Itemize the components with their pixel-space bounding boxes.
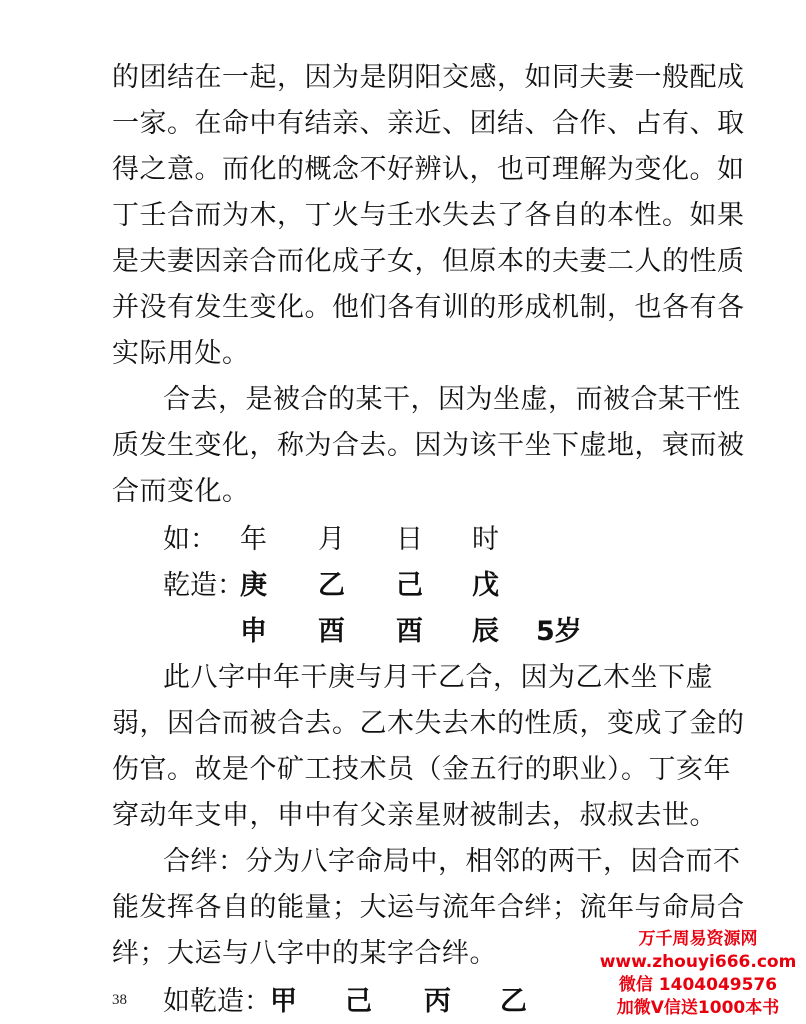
branch-day: 酉 [396, 616, 423, 647]
column-hour: 时 [472, 524, 499, 555]
watermark-url: www.zhouyi666.com [599, 952, 797, 972]
text-line: 一家。在命中有结亲、亲近、团结、合作、占有、取 [112, 108, 745, 139]
stem-1: 甲 [270, 986, 297, 1017]
watermark [598, 928, 798, 1020]
stem-year: 庚 [240, 570, 267, 601]
text-line: 合去，是被合的某干，因为坐虚，而被合某干性 [163, 384, 741, 415]
branch-hour: 辰 [472, 616, 499, 647]
text-line: 并没有发生变化。他们各有训的形成机制，也各有各 [112, 292, 745, 323]
stem-3: 丙 [424, 986, 451, 1017]
qian-zao-label: 乾造： [163, 570, 244, 601]
text-line: 的团结在一起，因为是阴阳交感，如同夫妻一般配成 [112, 62, 745, 93]
text-line: 是夫妻因亲合而化成子女，但原本的夫妻二人的性质 [112, 246, 745, 277]
stem-4: 乙 [500, 986, 527, 1017]
branch-year: 申 [240, 616, 267, 647]
column-day: 日 [396, 524, 423, 555]
text-line: 能发挥各自的能量；大运与流年合绊；流年与命局合 [112, 892, 745, 923]
ru-qian-zao-label: 如乾造： [163, 986, 271, 1017]
example-label: 如： [163, 524, 217, 555]
watermark-line: 加微V信送1000本书 [616, 998, 780, 1018]
text-line: 合而变化。 [112, 476, 250, 507]
page-number: 38 [112, 992, 127, 1008]
text-line: 实际用处。 [112, 338, 250, 369]
text-line: 合绊：分为八字命局中，相邻的两干，因合而不 [163, 846, 741, 877]
text-line: 弱，因合而被合去。乙木失去木的性质，变成了金的 [112, 708, 745, 739]
column-year: 年 [240, 524, 267, 555]
branch-month: 酉 [318, 616, 345, 647]
text-line: 此八字中年干庚与月干乙合，因为乙木坐下虚 [163, 662, 713, 693]
watermark-line: 万千周易资源网 [638, 929, 758, 949]
stem-day: 己 [396, 570, 423, 601]
watermark-line: 微信 1404049576 [618, 975, 778, 995]
text-line: 伤官。故是个矿工技术员（金五行的职业）。丁亥年 [112, 754, 731, 785]
text-line: 丁壬合而为木，丁火与壬水失去了各自的本性。如果 [112, 200, 745, 231]
stem-hour: 戊 [472, 570, 499, 601]
stem-2: 己 [345, 986, 372, 1017]
column-month: 月 [318, 524, 345, 555]
age-label: 5岁 [536, 616, 582, 647]
stem-month: 乙 [318, 570, 345, 601]
text-line: 得之意。而化的概念不好辨认，也可理解为变化。如 [112, 154, 745, 185]
text-line: 质发生变化，称为合去。因为该干坐下虚地，衰而被 [112, 430, 745, 461]
text-line: 穿动年支申，申中有父亲星财被制去，叔叔去世。 [112, 800, 717, 831]
text-line: 绊；大运与八字中的某字合绊。 [112, 938, 497, 969]
